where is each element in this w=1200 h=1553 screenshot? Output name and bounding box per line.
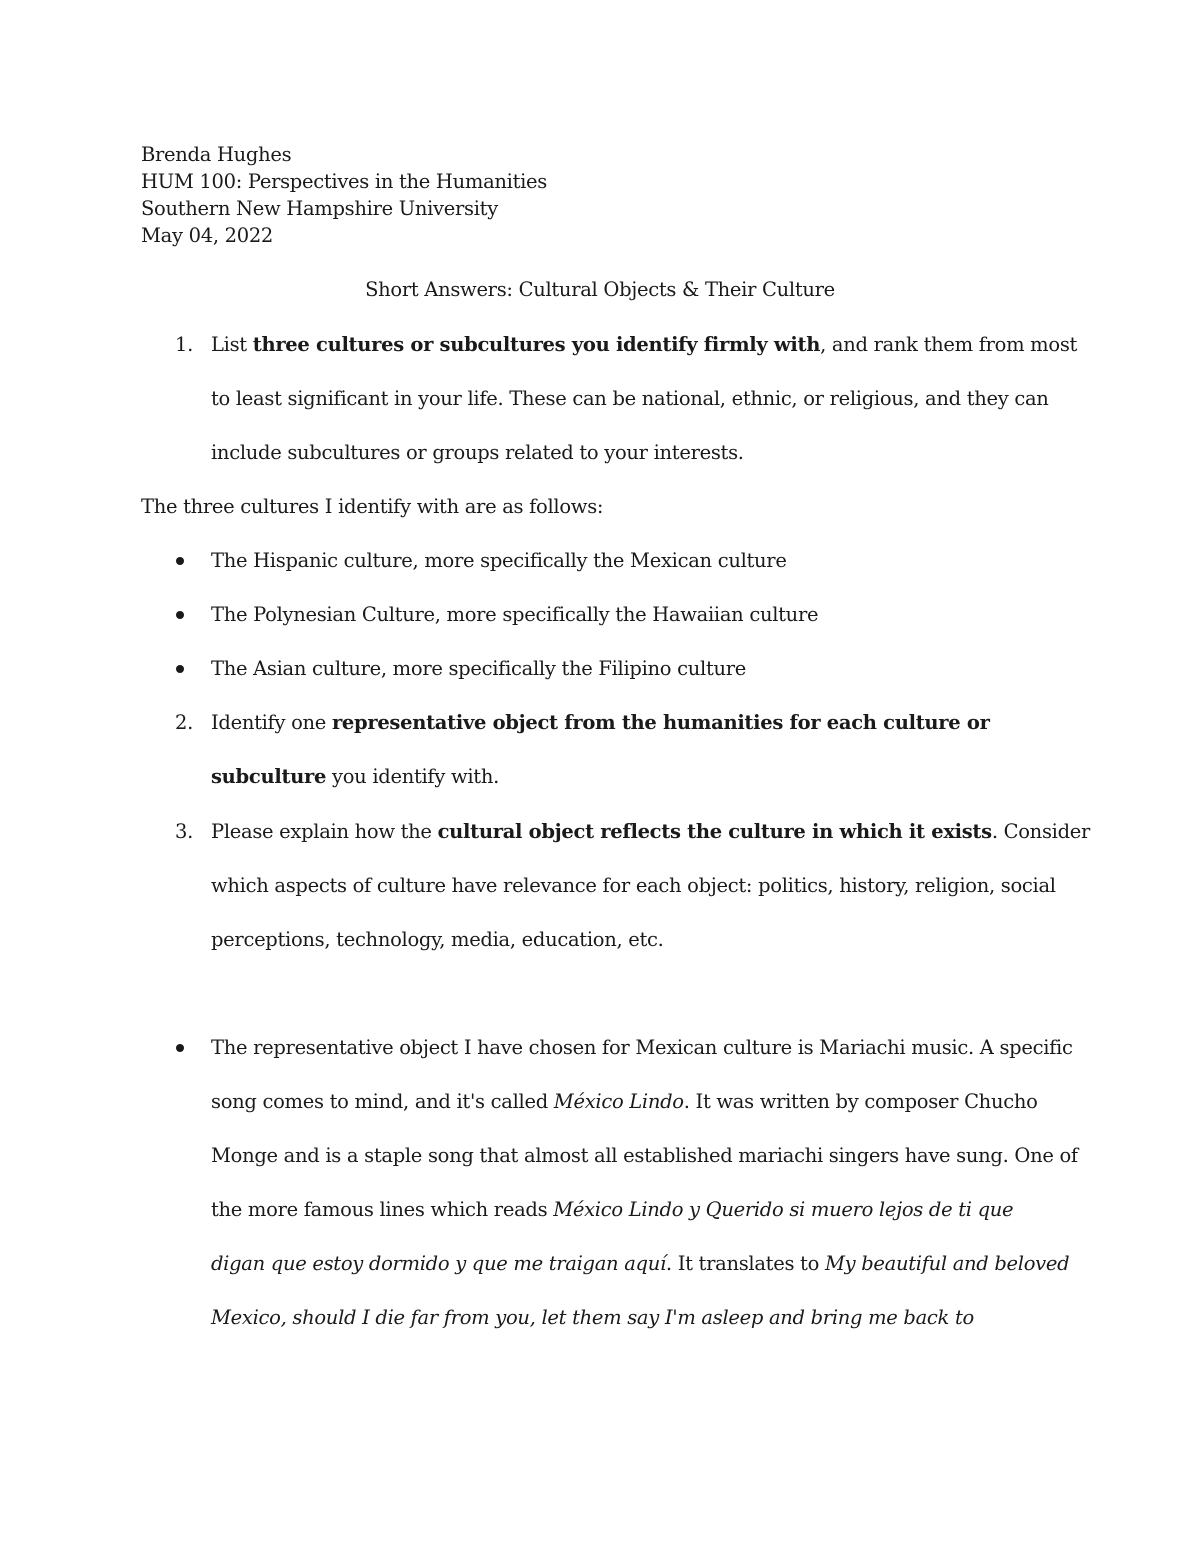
document-date: May 04, 2022 (141, 224, 274, 247)
question-3-line-3: perceptions, technology, media, education, etc. (211, 928, 664, 951)
bullet-icon (176, 1044, 184, 1052)
question-3-line-1: Please explain how the cultural object reflects the culture in which it exists. Consider (211, 820, 1091, 843)
question-2-line-2: subculture you identify with. (211, 765, 499, 788)
page-title: Short Answers: Cultural Objects & Their Culture (365, 278, 835, 301)
answer-line-4: the more famous lines which reads México Lindo y Querido si muero lejos de ti que (211, 1198, 1014, 1221)
bullet-icon (176, 611, 184, 619)
question-1-number: 1. (175, 333, 194, 356)
bullet-icon (176, 665, 184, 673)
school-name: Southern New Hampshire University (141, 197, 498, 220)
question-3-number: 3. (175, 820, 194, 843)
answer-line-2: song comes to mind, and it's called México Lindo. It was written by composer Chucho (211, 1090, 1038, 1113)
culture-item-1: The Hispanic culture, more specifically the Mexican culture (211, 549, 787, 572)
question-1-line-2: to least significant in your life. These can be national, ethnic, or religious, and they can (211, 387, 1049, 410)
answer-line-1: The representative object I have chosen for Mexican culture is Mariachi music. A specific (211, 1036, 1073, 1059)
question-1-line-1: List three cultures or subcultures you identify firmly with, and rank them from most (211, 333, 1078, 356)
question-2-number: 2. (175, 711, 194, 734)
cultures-intro: The three cultures I identify with are as follows: (141, 495, 604, 518)
question-1-line-3: include subcultures or groups related to your interests. (211, 441, 744, 464)
answer-line-3: Monge and is a staple song that almost all established mariachi singers have sung. One of (211, 1144, 1078, 1167)
culture-item-3: The Asian culture, more specifically the Filipino culture (211, 657, 747, 680)
question-3-line-2: which aspects of culture have relevance for each object: politics, history, religion, social (211, 874, 1056, 897)
course-name: HUM 100: Perspectives in the Humanities (141, 170, 548, 193)
question-2-line-1: Identify one representative object from the humanities for each culture or (211, 711, 990, 734)
answer-line-6: Mexico, should I die far from you, let them say I'm asleep and bring me back to (211, 1306, 974, 1329)
bullet-icon (176, 557, 184, 565)
answer-line-5: digan que estoy dormido y que me traigan aquí. It translates to My beautiful and beloved (211, 1252, 1070, 1275)
author-name: Brenda Hughes (141, 143, 292, 166)
culture-item-2: The Polynesian Culture, more specifically the Hawaiian culture (211, 603, 819, 626)
